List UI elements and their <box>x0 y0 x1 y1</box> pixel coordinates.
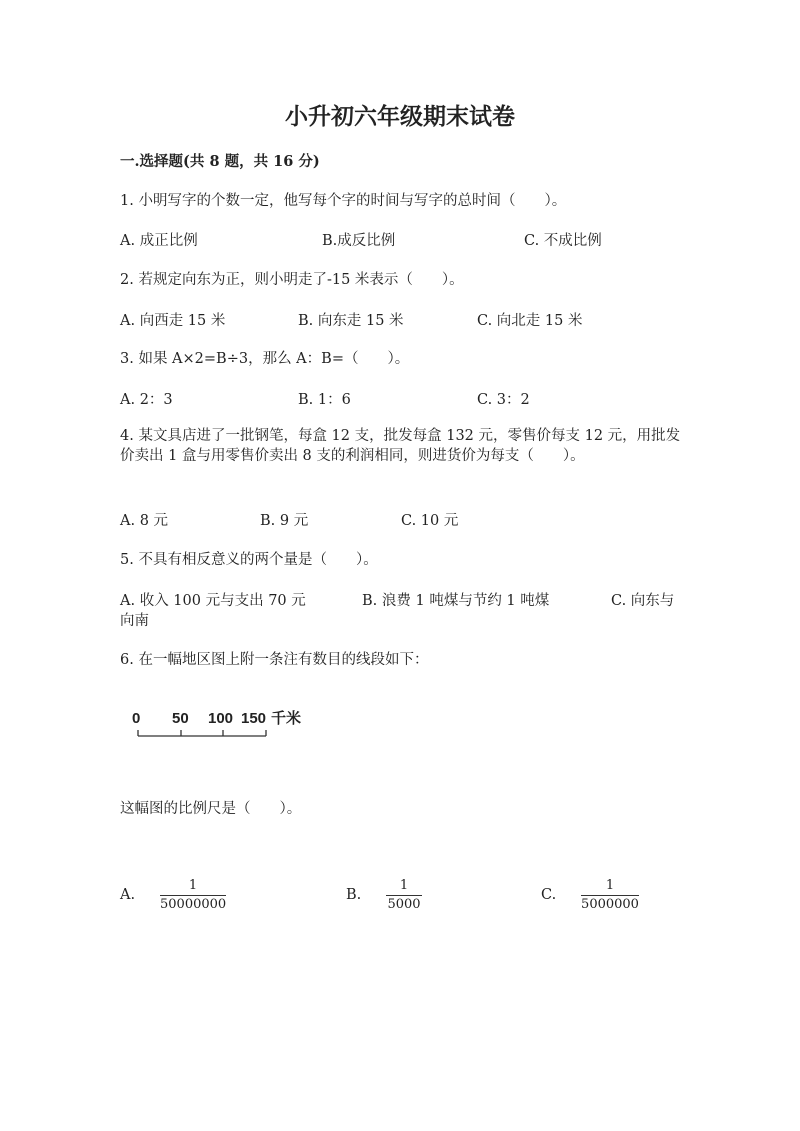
q2-option-b: B. 向东走 15 米 <box>298 313 404 329</box>
fraction-bar <box>386 895 422 896</box>
scale-tick-100: 100 <box>208 710 234 727</box>
fraction-numerator: 1 <box>188 878 198 893</box>
q4-option-c: C. 10 元 <box>401 513 459 529</box>
page-title: 小升初六年级期末试卷 <box>285 103 515 130</box>
q2-option-a: A. 向西走 15 米 <box>120 313 226 329</box>
q3-option-b: B. 1：6 <box>298 392 351 408</box>
q5-option-c: C. 向东与 <box>611 593 675 609</box>
q3-option-a: A. 2：3 <box>120 392 173 408</box>
question-2: 2. 若规定向东为正，则小明走了-15 米表示（ ）。 <box>120 272 464 288</box>
fraction-numerator: 1 <box>605 878 615 893</box>
q6-option-b-fraction <box>386 878 422 912</box>
q4-option-b: B. 9 元 <box>260 513 309 529</box>
fraction-denominator: 5000 <box>387 897 421 912</box>
q2-option-c: C. 向北走 15 米 <box>477 313 583 329</box>
q6-option-c-fraction <box>581 878 639 912</box>
question-5: 5. 不具有相反意义的两个量是（ ）。 <box>120 552 378 568</box>
fraction-bar <box>160 895 226 896</box>
q6-option-a-label: A. <box>120 887 136 903</box>
q1-option-a: A. 成正比例 <box>120 233 198 249</box>
q5-option-c-continued: 向南 <box>120 613 149 629</box>
question-3: 3. 如果 A×2=B÷3，那么 A：B=（ ）。 <box>120 351 410 367</box>
scale-bar-figure <box>130 706 330 742</box>
q6-option-b-label: B. <box>346 887 362 903</box>
q6-option-c-label: C. <box>541 887 557 903</box>
question-6-prompt: 这幅图的比例尺是（ ）。 <box>120 801 302 817</box>
fraction-numerator: 1 <box>399 878 409 893</box>
fraction-denominator: 50000000 <box>160 897 227 912</box>
q5-option-b: B. 浪费 1 吨煤与节约 1 吨煤 <box>362 593 550 609</box>
fraction-denominator: 5000000 <box>581 897 639 912</box>
section-heading: 一.选择题(共 8 题，共 16 分) <box>120 153 320 170</box>
fraction-bar <box>581 895 639 896</box>
q1-option-c: C. 不成比例 <box>524 233 602 249</box>
q5-option-a: A. 收入 100 元与支出 70 元 <box>120 593 306 609</box>
scale-tick-0: 0 <box>132 710 141 727</box>
scale-tick-150: 150 <box>241 710 267 727</box>
q1-option-b: B.成反比例 <box>322 233 396 249</box>
scale-tick-50: 50 <box>172 710 189 727</box>
scale-unit: 千米 <box>271 709 302 727</box>
question-6: 6. 在一幅地区图上附一条注有数目的线段如下： <box>120 652 429 668</box>
question-4: 4. 某文具店进了一批钢笔，每盒 12 支，批发每盒 132 元，零售价每支 12 元，用批发价卖出 1 盒与用零售价卖出 8 支的利润相同，则进货价为每支（ ）。 <box>120 428 681 464</box>
q3-option-c: C. 3：2 <box>477 392 530 408</box>
question-1: 1. 小明写字的个数一定，他写每个字的时间与写字的总时间（ ）。 <box>120 193 567 209</box>
q4-option-a: A. 8 元 <box>120 513 169 529</box>
q6-option-a-fraction <box>160 878 226 912</box>
